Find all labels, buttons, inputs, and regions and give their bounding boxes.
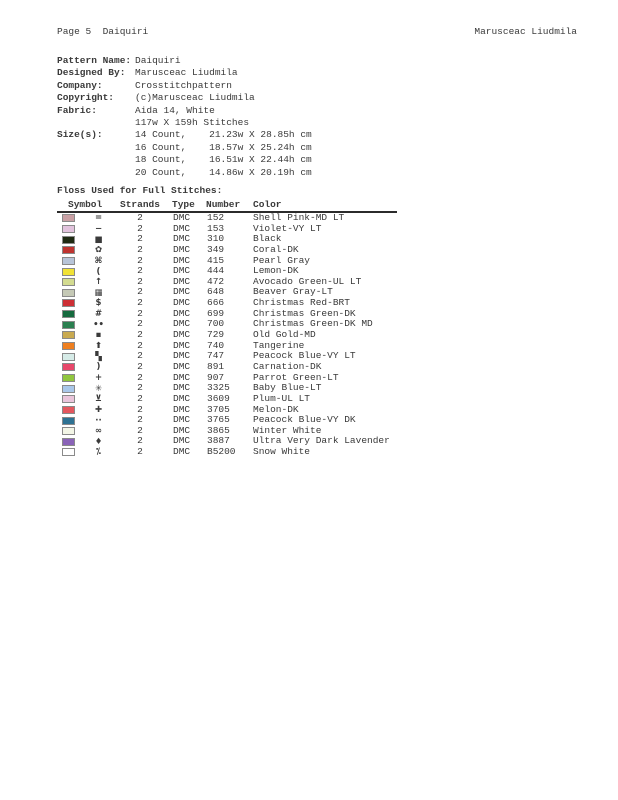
- stitch-symbol: $: [95, 298, 102, 309]
- floss-color-name: Beaver Gray-LT: [253, 286, 333, 298]
- info-value: 16 Count, 18.57w X 25.24h cm: [135, 141, 312, 153]
- strands-count: 2: [137, 233, 143, 245]
- strands-count: 2: [137, 382, 143, 394]
- stitch-symbol: +: [94, 372, 103, 383]
- color-swatch: [62, 427, 75, 435]
- floss-number: 700: [207, 318, 225, 330]
- floss-color-name: Christmas Green-DK MD: [253, 318, 373, 330]
- floss-number: 3887: [207, 435, 230, 447]
- floss-color-name: Peacock Blue-VY DK: [253, 414, 356, 426]
- floss-row: [57, 256, 397, 267]
- info-value: 14 Count, 21.23w X 28.85h cm: [135, 129, 312, 141]
- color-swatch: [62, 353, 75, 361]
- floss-number: 666: [207, 297, 225, 309]
- floss-color-name: Pearl Gray: [253, 254, 311, 266]
- floss-number: 907: [207, 371, 225, 383]
- floss-color-name: Avocado Green-UL LT: [253, 275, 362, 287]
- color-swatch: [62, 225, 75, 233]
- floss-type: DMC: [173, 297, 191, 309]
- info-value: 117w X 159h Stitches: [135, 117, 250, 129]
- color-swatch: [62, 342, 75, 350]
- stitch-symbol: (: [96, 266, 101, 277]
- stitch-symbol: ✚: [94, 404, 103, 415]
- floss-color-name: Black: [253, 233, 282, 245]
- floss-table: [57, 199, 397, 458]
- info-row: [57, 167, 312, 179]
- color-swatch: [62, 257, 75, 265]
- col-header-number: Number: [206, 199, 241, 210]
- floss-type: DMC: [173, 307, 191, 319]
- info-row: [57, 80, 312, 92]
- info-value: Aida 14, White: [135, 104, 215, 116]
- strands-count: 2: [137, 339, 143, 351]
- stitch-symbol: ↑: [94, 277, 103, 288]
- pattern-info-block: [57, 55, 312, 179]
- color-swatch: [62, 268, 75, 276]
- floss-row: [57, 234, 397, 245]
- floss-number: 152: [207, 212, 225, 223]
- strands-count: 2: [137, 350, 143, 362]
- floss-type: DMC: [173, 233, 191, 245]
- floss-number: B5200: [207, 446, 236, 458]
- color-swatch: [62, 278, 75, 286]
- info-row: [57, 55, 312, 67]
- strands-count: 2: [137, 243, 143, 255]
- stitch-symbol: ■: [94, 234, 103, 245]
- floss-color-name: Ultra Very Dark Lavender: [253, 435, 390, 447]
- floss-type: DMC: [173, 243, 191, 255]
- floss-number: 729: [207, 329, 225, 341]
- page-header-right: Marusceac Liudmila: [474, 26, 577, 37]
- floss-row: [57, 351, 397, 362]
- floss-number: 740: [207, 339, 225, 351]
- color-swatch: [62, 385, 75, 393]
- color-swatch: [62, 448, 75, 456]
- stitch-symbol: ··: [95, 415, 102, 426]
- floss-color-name: Lemon-DK: [253, 265, 299, 277]
- floss-color-name: Christmas Red-BRT: [253, 297, 350, 309]
- floss-type: DMC: [173, 371, 191, 383]
- strands-count: 2: [137, 265, 143, 277]
- stitch-symbol: ♦: [94, 436, 103, 447]
- stitch-symbol: ▦: [94, 287, 103, 298]
- info-label: Designed By:: [57, 67, 126, 79]
- stitch-symbol: ⌘: [94, 255, 103, 266]
- strands-count: 2: [137, 286, 143, 298]
- info-label: Fabric:: [57, 104, 97, 116]
- floss-type: DMC: [173, 329, 191, 341]
- floss-type: DMC: [173, 424, 191, 436]
- floss-number: 3325: [207, 382, 230, 394]
- floss-color-name: Snow White: [253, 446, 311, 458]
- strands-count: 2: [137, 275, 143, 287]
- floss-type: DMC: [173, 350, 191, 362]
- floss-row: [57, 394, 397, 405]
- info-label: Pattern Name:: [57, 55, 132, 66]
- floss-type: DMC: [173, 339, 191, 351]
- col-header-strands: Strands: [120, 199, 160, 210]
- strands-count: 2: [137, 414, 143, 426]
- info-value: (c)Marusceac Liudmila: [135, 92, 255, 104]
- col-header-type: Type: [172, 199, 195, 210]
- floss-color-name: Coral-DK: [253, 243, 299, 255]
- strands-count: 2: [137, 392, 143, 404]
- color-swatch: [62, 406, 75, 414]
- floss-type: DMC: [173, 254, 191, 266]
- stitch-symbol: ▚: [95, 351, 102, 362]
- info-row: [57, 129, 312, 141]
- col-header-symbol: Symbol: [68, 199, 103, 210]
- strands-count: 2: [137, 254, 143, 266]
- floss-number: 153: [207, 222, 225, 234]
- floss-type: DMC: [173, 275, 191, 287]
- strands-count: 2: [137, 446, 143, 458]
- floss-table-title: Floss Used for Full Stitches:: [57, 185, 223, 196]
- floss-number: 310: [207, 233, 225, 245]
- stitch-symbol: ∞: [94, 426, 103, 437]
- page-header-left: Page 5 Daiquiri: [57, 26, 149, 37]
- color-swatch: [62, 299, 75, 307]
- strands-count: 2: [137, 360, 143, 372]
- floss-type: DMC: [173, 318, 191, 330]
- info-value: 20 Count, 14.86w X 20.19h cm: [135, 166, 312, 178]
- info-value: Marusceac Liudmila: [135, 67, 238, 79]
- floss-row: [57, 277, 397, 288]
- strands-count: 2: [137, 424, 143, 436]
- floss-color-name: Old Gold-MD: [253, 329, 316, 341]
- floss-row: [57, 362, 397, 373]
- floss-type: DMC: [173, 414, 191, 426]
- floss-number: 3705: [207, 403, 230, 415]
- info-value: 18 Count, 16.51w X 22.44h cm: [135, 154, 312, 166]
- color-swatch: [62, 438, 75, 446]
- stitch-symbol: ✿: [94, 245, 103, 256]
- color-swatch: [62, 236, 75, 244]
- floss-color-name: Christmas Green-DK: [253, 307, 356, 319]
- floss-color-name: Baby Blue-LT: [253, 382, 322, 394]
- floss-color-name: Carnation-DK: [253, 360, 322, 372]
- strands-count: 2: [137, 329, 143, 341]
- stitch-symbol: −: [94, 223, 103, 234]
- floss-number: 444: [207, 265, 225, 277]
- floss-number: 415: [207, 254, 225, 266]
- floss-type: DMC: [173, 360, 191, 372]
- color-swatch: [62, 289, 75, 297]
- floss-type: DMC: [173, 212, 191, 223]
- info-label: Company:: [57, 79, 103, 91]
- floss-row: [57, 447, 397, 458]
- floss-type: DMC: [173, 446, 191, 458]
- color-swatch: [62, 214, 75, 222]
- floss-number: 3765: [207, 414, 230, 426]
- strands-count: 2: [137, 307, 143, 319]
- stitch-symbol: ): [96, 362, 101, 373]
- color-swatch: [62, 310, 75, 318]
- strands-count: 2: [137, 403, 143, 415]
- strands-count: 2: [137, 222, 143, 234]
- floss-type: DMC: [173, 222, 191, 234]
- strands-count: 2: [137, 297, 143, 309]
- floss-type: DMC: [173, 265, 191, 277]
- floss-number: 648: [207, 286, 225, 298]
- floss-number: 699: [207, 307, 225, 319]
- strands-count: 2: [137, 318, 143, 330]
- floss-table-body: [57, 213, 397, 458]
- info-label: Size(s):: [57, 129, 103, 141]
- info-row: [57, 92, 312, 104]
- floss-type: DMC: [173, 286, 191, 298]
- floss-type: DMC: [173, 392, 191, 404]
- floss-color-name: Shell Pink-MD LT: [253, 212, 345, 223]
- floss-number: 349: [207, 243, 225, 255]
- floss-color-name: Tangerine: [253, 339, 305, 351]
- color-swatch: [62, 363, 75, 371]
- floss-type: DMC: [173, 403, 191, 415]
- floss-type: DMC: [173, 435, 191, 447]
- floss-color-name: Parrot Green-LT: [253, 371, 339, 383]
- strands-count: 2: [137, 435, 143, 447]
- floss-color-name: Peacock Blue-VY LT: [253, 350, 356, 362]
- info-row: [57, 105, 312, 117]
- floss-number: 472: [207, 275, 225, 287]
- floss-row: [57, 224, 397, 235]
- floss-type: DMC: [173, 382, 191, 394]
- stitch-symbol: ⊻: [95, 394, 102, 405]
- color-swatch: [62, 321, 75, 329]
- document-header: [57, 26, 577, 37]
- info-value: Crosstitchpattern: [135, 79, 232, 91]
- floss-row: [57, 319, 397, 330]
- info-row: [57, 154, 312, 166]
- stitch-symbol: =: [94, 213, 103, 224]
- floss-row: [57, 213, 397, 224]
- floss-number: 891: [207, 360, 225, 372]
- floss-color-name: Violet-VY LT: [253, 222, 322, 234]
- col-header-color: Color: [253, 199, 282, 210]
- info-row: [57, 142, 312, 154]
- stitch-symbol: ⬆: [94, 341, 103, 352]
- floss-color-name: Melon-DK: [253, 403, 299, 415]
- stitch-symbol: ••: [93, 319, 104, 330]
- floss-color-name: Plum-UL LT: [253, 392, 311, 404]
- strands-count: 2: [137, 371, 143, 383]
- floss-table-header-row: [57, 199, 397, 213]
- floss-color-name: Winter White: [253, 424, 322, 436]
- info-row: [57, 67, 312, 79]
- color-swatch: [62, 374, 75, 382]
- color-swatch: [62, 417, 75, 425]
- stitch-symbol: ▪: [95, 330, 102, 341]
- floss-row: [57, 245, 397, 256]
- stitch-symbol: #: [94, 309, 103, 320]
- info-row: [57, 117, 312, 129]
- color-swatch: [62, 331, 75, 339]
- floss-number: 3865: [207, 424, 230, 436]
- info-value: Daiquiri: [135, 55, 181, 66]
- strands-count: 2: [137, 212, 143, 223]
- stitch-symbol: ⁒: [96, 447, 101, 458]
- info-label: Copyright:: [57, 92, 115, 104]
- floss-number: 747: [207, 350, 225, 362]
- stitch-symbol: ✳: [94, 383, 103, 394]
- floss-number: 3609: [207, 392, 230, 404]
- floss-row: [57, 330, 397, 341]
- color-swatch: [62, 246, 75, 254]
- color-swatch: [62, 395, 75, 403]
